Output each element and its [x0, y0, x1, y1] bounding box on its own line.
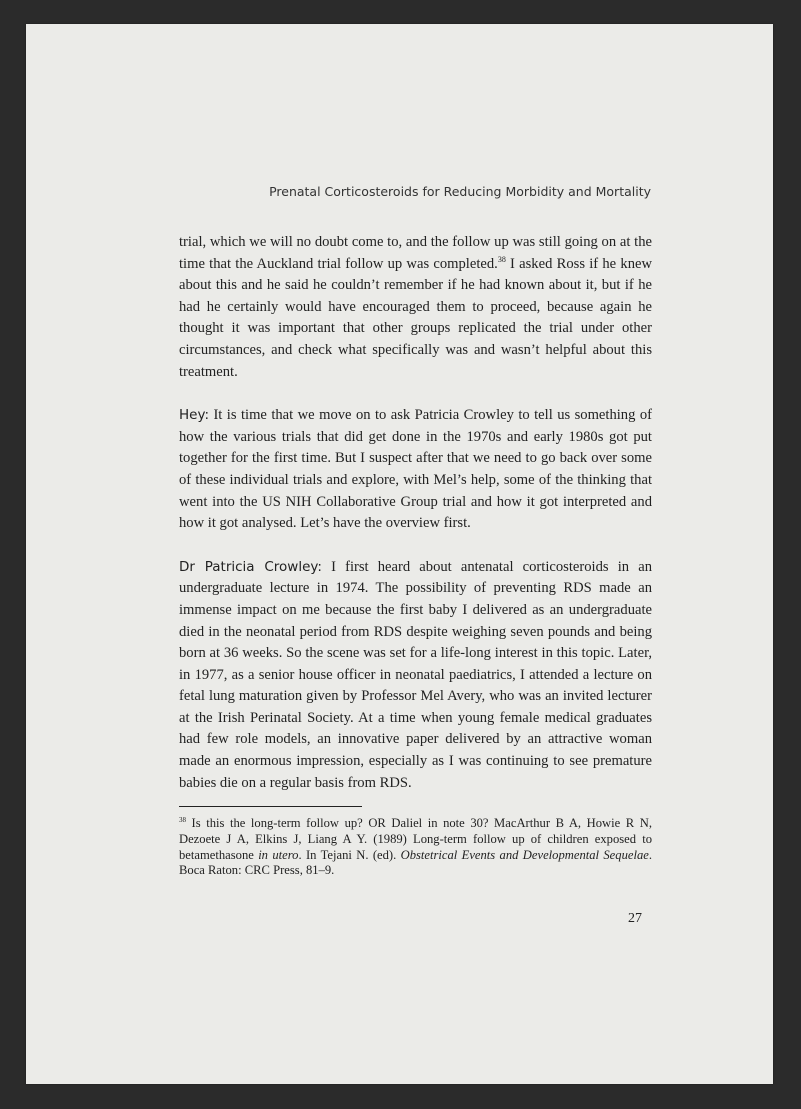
paragraph-2-text: It is time that we move on to ask Patricia Crowley to tell us something of how the various trials that did get done in the 1970s and early 1980s got put together for the first time. But I suspect after that we need to go back over some of these individual trials and explore, with Mel’s help, some of the thinking that went into the US NIH Collaborative Group trial and how it got interpreted and how it got analysed. Let’s have the overview first.: [179, 407, 652, 532]
speaker-name: Hey:: [179, 407, 210, 424]
footnote-text: . Boca Raton: CRC Press, 81–9.: [179, 847, 652, 878]
paragraph-1: [179, 232, 652, 383]
footnote-italic-title: Obstetrical Events and Developmental Sequelae: [400, 847, 649, 862]
footnote-number: 38: [179, 815, 186, 824]
paragraph-1-text: trial, which we will no doubt come to, and the follow up was still going on at the time that the Auckland trial follow up was completed.: [179, 234, 652, 272]
running-header: Prenatal Corticosteroids for Reducing Morbidity and Mortality: [269, 184, 651, 199]
paragraph-2: [179, 405, 652, 535]
footnote-text: . In Tejani N. (ed).: [298, 847, 401, 862]
book-page: [26, 24, 773, 1084]
footnote-italic: in utero: [258, 847, 299, 862]
paragraph-3-text: I first heard about antenatal corticosteroids in an undergraduate lecture in 1974. The possibility of preventing RDS made an immense impact on me because the first baby I delivered as an undergraduate died in the neonatal period from RDS despite weighing seven pounds and being born at 36 weeks. So the scene was set for a life-long interest in this topic. Later, in 1977, as a senior house officer in neonatal paediatrics, I attended a lecture on fetal lung maturation given by Professor Mel Avery, who was an invited lecturer at the Irish Perinatal Society. At a time when young female medical graduates had few role models, an innovative paper delivered by an attractive woman made an enormous impression, especially as I was continuing to see premature babies die on a regular basis from RDS.: [179, 558, 652, 791]
speaker-name: Dr Patricia Crowley:: [179, 558, 322, 575]
main-text: [179, 232, 652, 794]
footnote-reference: 38: [497, 254, 506, 264]
footnote-text: Is this the long-term follow up? OR Daliel in note 30? MacArthur B A, Howie R N, Dezoete J A, Elkins J, Liang A Y. (1989) Long-term follow up of children exposed to betamethasone: [179, 816, 652, 862]
paragraph-1-continued: I asked Ross if he knew about this and he said he couldn’t remember if he had known about it, but if he had he certainly would have encouraged them to proceed, because again he thought it was important that other groups replicated the trial under other circumstances, and check what specifically was and wasn’t helpful about this treatment.: [179, 255, 653, 380]
footnote: [179, 816, 652, 879]
paragraph-3: [179, 557, 652, 795]
page-number: 27: [628, 911, 642, 926]
footnote-divider: [179, 806, 362, 807]
